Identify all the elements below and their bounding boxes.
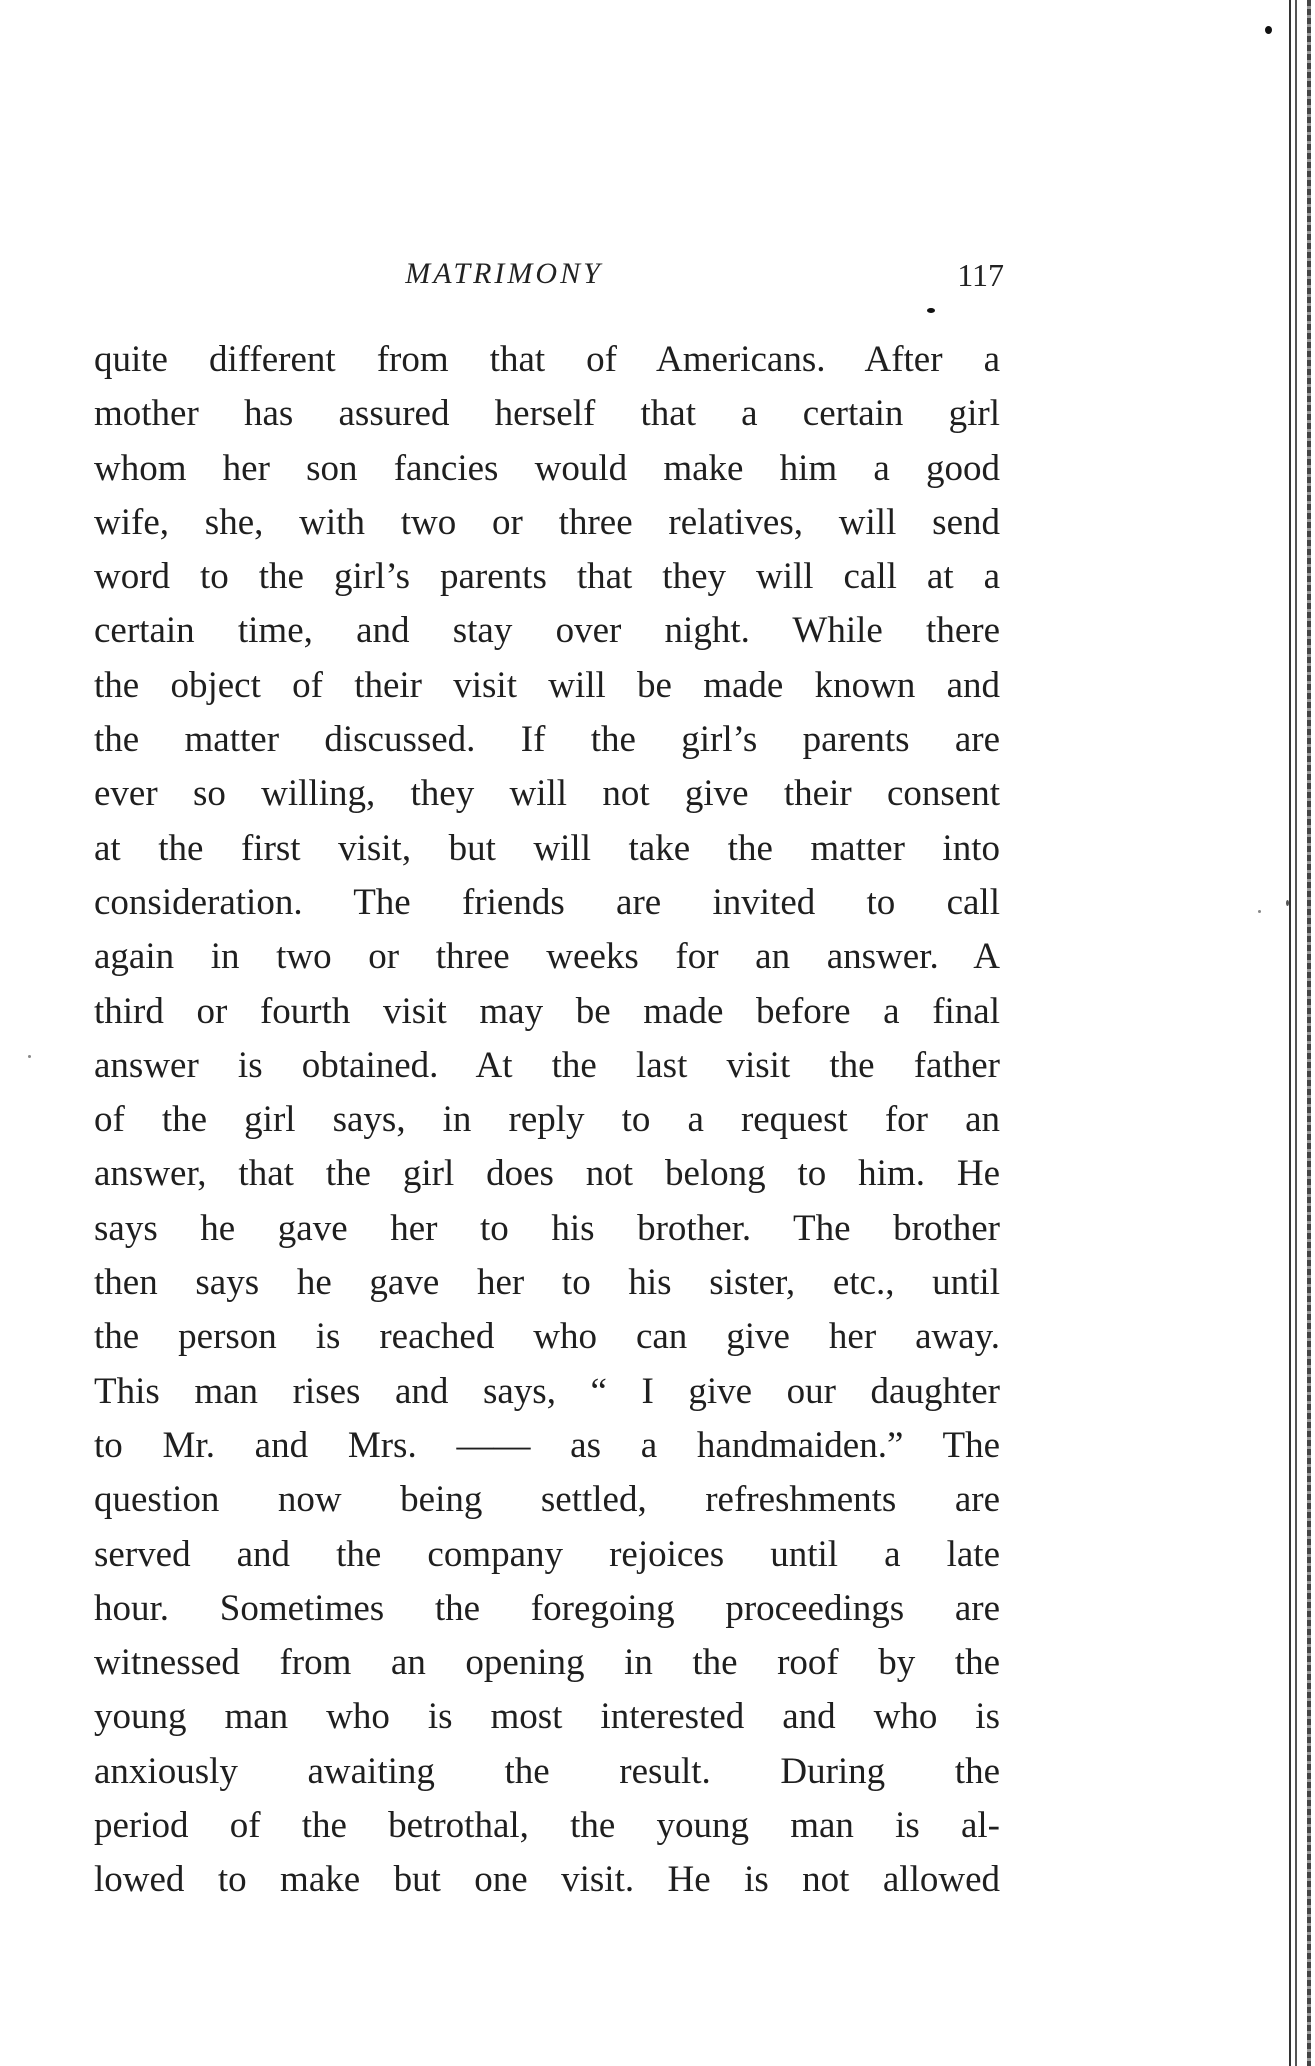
ink-speck <box>1258 910 1261 913</box>
text-line: lowed to make but one visit. He is not allowed <box>94 1859 1000 1901</box>
text-line: of the girl says, in reply to a request for an <box>94 1099 1000 1141</box>
text-line: to Mr. and Mrs. —— as a handmaiden.” The <box>94 1424 1000 1466</box>
text-line: period of the betrothal, the young man is al- <box>94 1805 1000 1847</box>
running-title: MATRIMONY <box>405 257 603 290</box>
page-binding-edge <box>1289 0 1297 2066</box>
ink-speck <box>1265 26 1272 34</box>
text-line: then says he gave her to his sister, etc., until <box>94 1262 1000 1304</box>
running-header <box>94 257 1004 297</box>
text-line: the matter discussed. If the girl’s parents are <box>94 719 1000 761</box>
text-line: served and the company rejoices until a late <box>94 1533 1000 1575</box>
text-line: word to the girl’s parents that they will call at a <box>94 556 1000 598</box>
ink-speck <box>28 1055 31 1058</box>
text-line: consideration. The friends are invited to call <box>94 881 1000 923</box>
text-line: the object of their visit will be made known and <box>94 664 1000 706</box>
text-line: mother has assured herself that a certain girl <box>94 393 1000 435</box>
page-number: 117 <box>957 257 1004 293</box>
text-line: answer is obtained. At the last visit the father <box>94 1044 1000 1086</box>
text-line: certain time, and stay over night. While there <box>94 610 1000 652</box>
text-line: question now being settled, refreshments are <box>94 1479 1000 1521</box>
text-line: third or fourth visit may be made before a final <box>94 990 1000 1032</box>
text-line: ever so willing, they will not give their consent <box>94 773 1000 815</box>
text-line: again in two or three weeks for an answer. A <box>94 936 1000 978</box>
text-line: at the first visit, but will take the matter into <box>94 827 1000 869</box>
text-line: This man rises and says, “ I give our daughter <box>94 1370 1000 1412</box>
text-line: young man who is most interested and who is <box>94 1696 1000 1738</box>
text-line: answer, that the girl does not belong to him. He <box>94 1153 1000 1195</box>
text-line: anxiously awaiting the result. During the <box>94 1750 1000 1792</box>
text-line: wife, she, with two or three relatives, will send <box>94 501 1000 543</box>
page-binding-stitch <box>1307 0 1311 2066</box>
text-line: says he gave her to his brother. The brother <box>94 1207 1000 1249</box>
text-line: quite different from that of Americans. After a <box>94 339 1000 380</box>
text-line: whom her son fancies would make him a good <box>94 447 1000 489</box>
text-line: witnessed from an opening in the roof by the <box>94 1642 1000 1684</box>
text-line: hour. Sometimes the foregoing proceedings are <box>94 1587 1000 1629</box>
body-text <box>94 333 1000 1908</box>
text-line: the person is reached who can give her away. <box>94 1316 1000 1358</box>
ink-speck <box>927 308 935 313</box>
